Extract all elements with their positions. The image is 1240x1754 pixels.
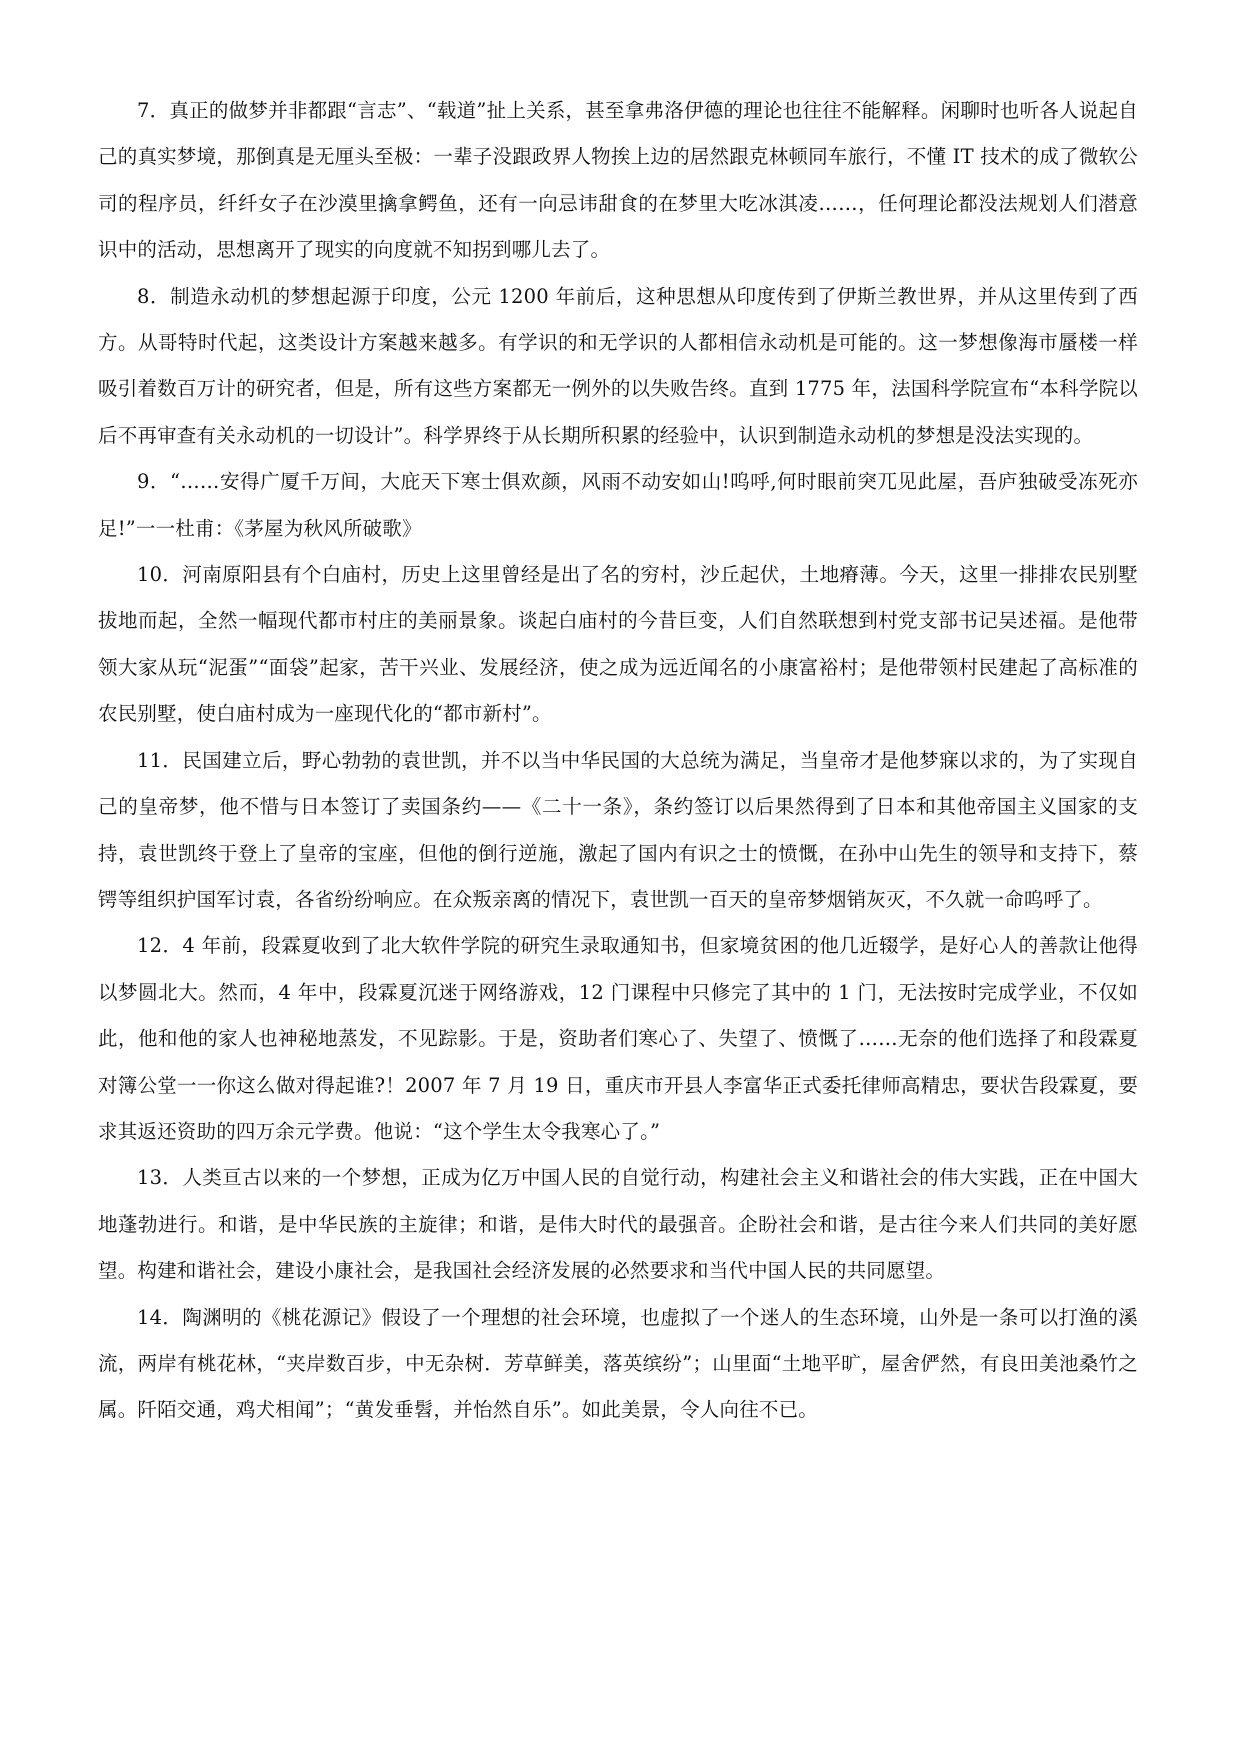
paragraph-14: 14．陶渊明的《桃花源记》假设了一个理想的社会环境，也虚拟了一个迷人的生态环境，山外是一条可以打渔的溪流，两岸有桃花林，“夹岸数百步，中无杂树．芳草鲜美，落英缤纷”；山里面“土地平旷，屋舍俨然，有良田美池桑竹之属。阡陌交通，鸡犬相闻”；“黄发垂髫，并怡然自乐”。如此美景，令人向往不已。	[98, 1305, 1138, 1422]
paragraph-13: 13．人类亘古以来的一个梦想，正成为亿万中国人民的自觉行动，构建社会主义和谐社会的伟大实践，正在中国大地蓬勃进行。和谐，是中华民族的主旋律；和谐，是伟大时代的最强音。企盼社会和谐，是古往今来人们共同的美好愿望。构建和谐社会，建设小康社会，是我国社会经济发展的必然要求和当代中国人民的共同愿望。	[98, 1166, 1138, 1283]
paragraph-7: 7．真正的做梦并非都跟“言志”、“载道”扯上关系，甚至拿弗洛伊德的理论也往往不能解释。闲聊时也听各人说起自己的真实梦境，那倒真是无厘头至极：一辈子没跟政界人物挨上边的居然跟克林顿同车旅行，不懂 IT 技术的成了微软公司的程序员，纤纤女子在沙漠里擒拿鳄鱼，还有一向忌讳甜食的在梦里大吃冰淇凌……，任何理论都没法规划人们潜意识中的活动，思想离开了现实的向度就不知拐到哪儿去了。	[98, 99, 1138, 262]
paragraph-8: 8．制造永动机的梦想起源于印度，公元 1200 年前后，这种思想从印度传到了伊斯兰教世界，并从这里传到了西方。从哥特时代起，这类设计方案越来越多。有学识的和无学识的人都相信永动机是可能的。这一梦想像海市蜃楼一样吸引着数百万计的研究者，但是，所有这些方案都无一例外的以失败告终。直到 1775 年，法国科学院宣布“本科学院以后不再审查有关永动机的一切设计”。科学界终于从长期所积累的经验中，认识到制造永动机的梦想是没法实现的。	[98, 284, 1138, 447]
paragraph-12: 12．4 年前，段霖夏收到了北大软件学院的研究生录取通知书，但家境贫困的他几近辍学，是好心人的善款让他得以梦圆北大。然而，4 年中，段霖夏沉迷于网络游戏，12 门课程中只修完了其中的 1 门，无法按时完成学业，不仅如此，他和他的家人也神秘地蒸发，不见踪影。于是，资助者们寒心了、失望了、愤慨了……无奈的他们选择了和段霖夏对簿公堂一一你这么做对得起谁?！2007 年 7 月 19 日，重庆市开县人李富华正式委托律师高精忠，要状告段霖夏，要求其返还资助的四万余元学费。他说：“这个学生太令我寒心了。”	[98, 934, 1138, 1143]
document-page	[98, 88, 1138, 1434]
paragraph-10: 10．河南原阳县有个白庙村，历史上这里曾经是出了名的穷村，沙丘起伏，土地瘠薄。今天，这里一排排农民别墅拔地而起，全然一幅现代都市村庄的美丽景象。谈起白庙村的今昔巨变，人们自然联想到村党支部书记吴述福。是他带领大家从玩“泥蛋”“面袋”起家，苦干兴业、发展经济，使之成为远近闻名的小康富裕村；是他带领村民建起了高标准的农民别墅，使白庙村成为一座现代化的“都市新村”。	[98, 563, 1138, 726]
paragraph-11: 11．民国建立后，野心勃勃的袁世凯，并不以当中华民国的大总统为满足，当皇帝才是他梦寐以求的，为了实现自己的皇帝梦，他不惜与日本签订了卖国条约——《二十一条》，条约签订以后果然得到了日本和其他帝国主义国家的支持，袁世凯终于登上了皇帝的宝座，但他的倒行逆施，激起了国内有识之士的愤慨，在孙中山先生的领导和支持下，蔡锷等组织护国军讨袁，各省纷纷响应。在众叛亲离的情况下，袁世凯一百天的皇帝梦烟销灰灭，不久就一命呜呼了。	[98, 748, 1138, 911]
paragraph-9: 9．“……安得广厦千万间，大庇天下寒士俱欢颜，风雨不动安如山!呜呼,何时眼前突兀见此屋，吾庐独破受冻死亦足!”一一杜甫：《茅屋为秋风所破歌》	[98, 470, 1138, 540]
